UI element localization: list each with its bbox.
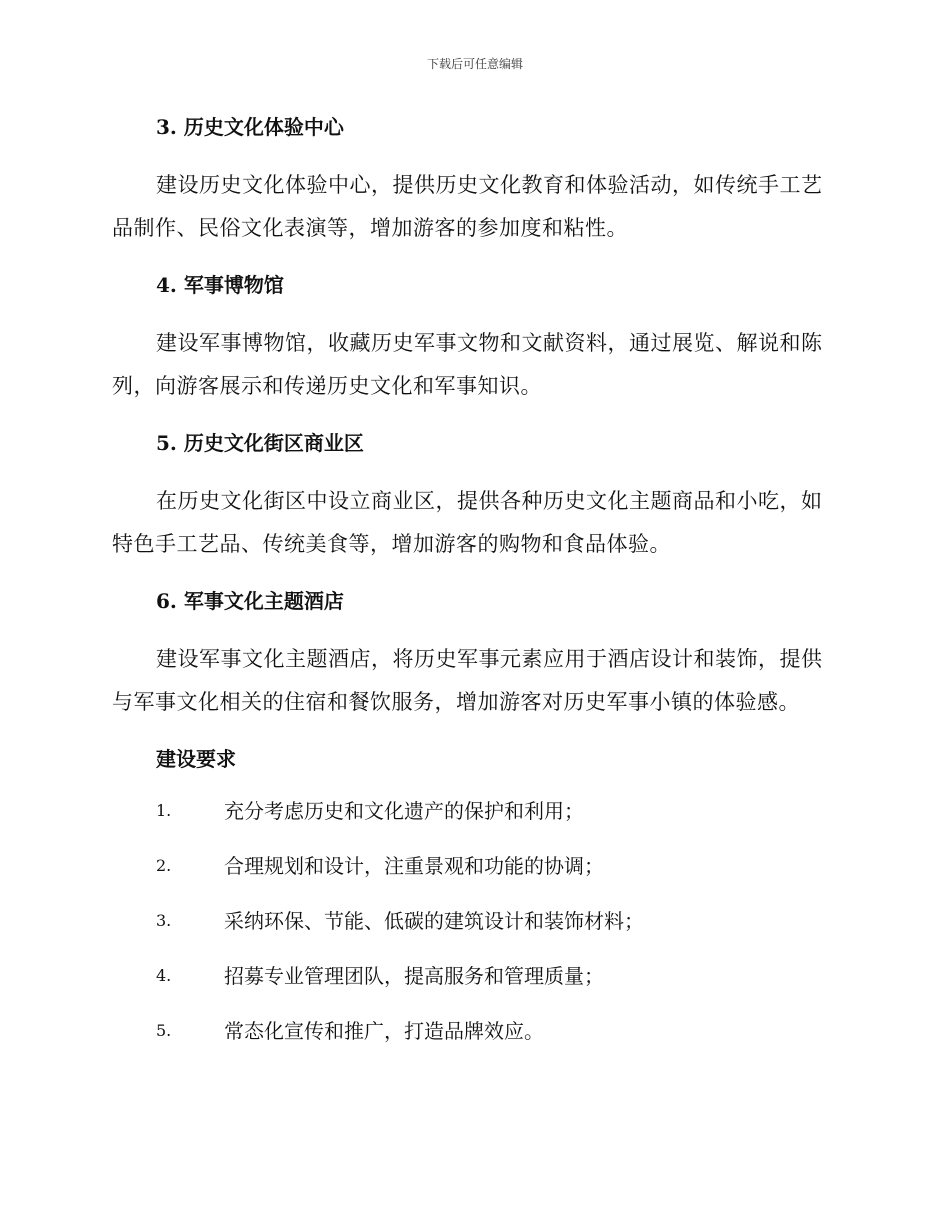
section-heading-6: 6. 军事文化主题酒店 xyxy=(156,589,344,613)
list-item-text: 采纳环保、节能、低碳的建筑设计和装饰材料； xyxy=(224,909,644,933)
list-item xyxy=(112,961,832,1016)
section-heading-3: 3. 历史文化体验中心 xyxy=(156,115,344,139)
list-item-number: 3. xyxy=(156,911,172,930)
section-body-3: 建设历史文化体验中心，提供历史文化教育和体验活动，如传统手工艺品制作、民俗文化表演等，增加游客的参加度和粘性。 xyxy=(112,173,823,240)
section-heading-5: 5. 历史文化街区商业区 xyxy=(156,431,364,455)
list-item-number: 1. xyxy=(156,801,172,820)
list-item-text: 招募专业管理团队，提高服务和管理质量； xyxy=(224,964,604,988)
section-body-5: 在历史文化街区中设立商业区，提供各种历史文化主题商品和小吃，如特色手工艺品、传统美食等，增加游客的购物和食品体验。 xyxy=(112,489,823,556)
list-item xyxy=(112,906,832,961)
section-body-6: 建设军事文化主题酒店，将历史军事元素应用于酒店设计和装饰，提供与军事文化相关的住宿和餐饮服务，增加游客对历史军事小镇的体验感。 xyxy=(112,647,823,714)
page-header: 下载后可任意编辑 xyxy=(426,57,523,71)
list-item xyxy=(112,851,832,906)
requirements-heading: 建设要求 xyxy=(156,747,236,771)
requirements-list xyxy=(112,796,832,1071)
document-body xyxy=(112,112,832,1071)
list-item-text: 充分考虑历史和文化遗产的保护和利用； xyxy=(224,799,584,823)
list-item-number: 4. xyxy=(156,966,172,985)
list-item-number: 5. xyxy=(156,1021,172,1040)
list-item xyxy=(112,1016,832,1071)
list-item-text: 常态化宣传和推广，打造品牌效应。 xyxy=(224,1019,544,1043)
list-item-number: 2. xyxy=(156,856,172,875)
list-item-text: 合理规划和设计，注重景观和功能的协调； xyxy=(224,854,604,878)
list-item xyxy=(112,796,832,851)
section-heading-4: 4. 军事博物馆 xyxy=(156,273,284,297)
section-body-4: 建设军事博物馆，收藏历史军事文物和文献资料，通过展览、解说和陈列，向游客展示和传递历史文化和军事知识。 xyxy=(112,331,823,398)
